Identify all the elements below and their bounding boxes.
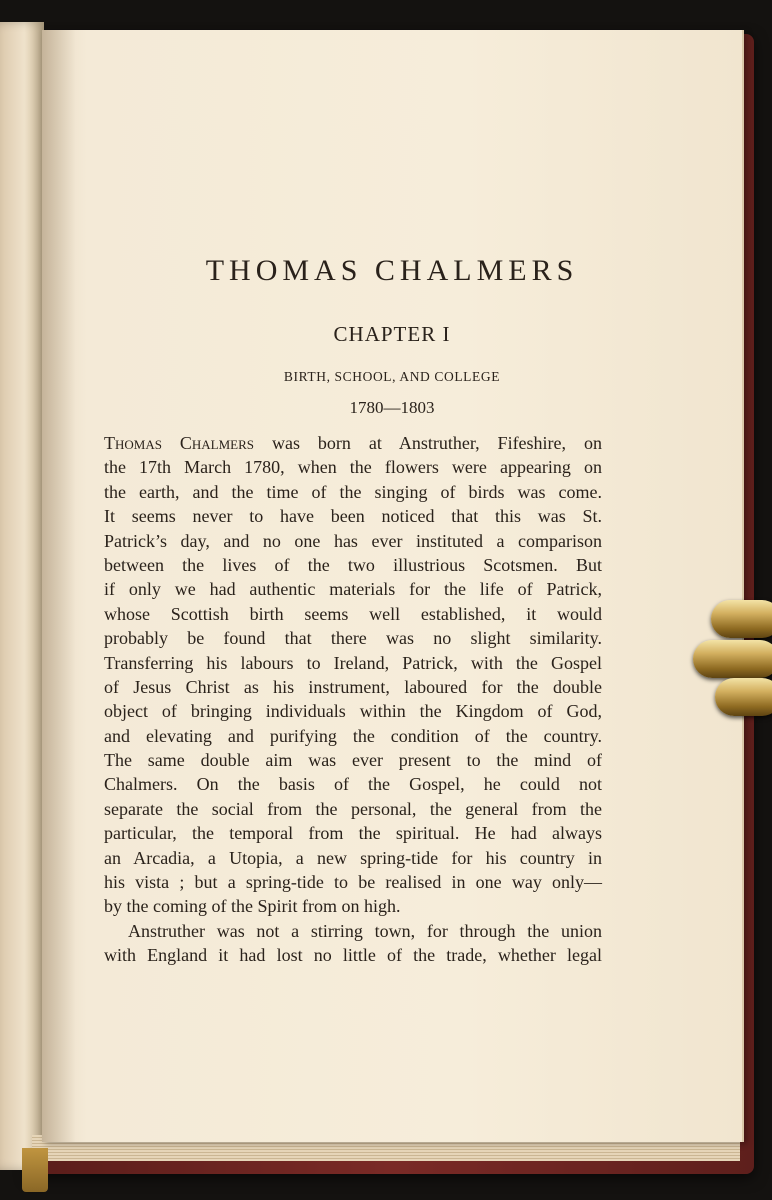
gilt-page-edge	[22, 1148, 48, 1192]
text-line: It seems never to have been noticed that this was St.	[104, 506, 602, 527]
book-title: THOMAS CHALMERS	[205, 254, 579, 287]
chapter-heading: CHAPTER I	[333, 322, 451, 346]
chapter-dates: 1780—1803	[349, 398, 435, 417]
text-line: by the coming of the Spirit from on high.	[104, 896, 401, 917]
left-page-edge	[0, 22, 44, 1170]
text-line: particular, the temporal from the spiritual. He had always	[104, 823, 602, 844]
text-line: if only we had authentic materials for the life of Patrick,	[104, 579, 602, 600]
text-line: Anstruther was not a stirring town, for through the union	[128, 920, 602, 941]
text-line: probably be found that there was no slight similarity.	[104, 628, 602, 649]
clasp-finger	[715, 678, 772, 716]
text-line: Chalmers. On the basis of the Gospel, he could not	[104, 774, 602, 795]
clasp-finger	[711, 600, 772, 638]
text-line: whose Scottish birth seems well established, it would	[104, 603, 602, 624]
text-line: Thomas Chalmers was born at Anstruther, Fifeshire, on	[104, 433, 602, 453]
text-line: the 17th March 1780, when the flowers were appearing on	[104, 457, 602, 478]
chapter-subtitle: BIRTH, SCHOOL, AND COLLEGE	[283, 369, 501, 384]
clasp-finger	[693, 640, 772, 678]
opening-words: Thomas Chalmers	[104, 433, 255, 453]
text-line: Transferring his labours to Ireland, Patrick, with the Gospel	[104, 652, 602, 673]
text-line: The same double aim was ever present to the mind of	[104, 750, 602, 771]
body-text	[104, 431, 602, 968]
brass-clasp	[693, 578, 772, 718]
text-line: and elevating and purifying the condition of the country.	[104, 725, 602, 746]
gutter-shadow	[42, 30, 76, 1142]
text-line: an Arcadia, a Utopia, a new spring-tide for his country in	[104, 847, 602, 868]
text-line: the earth, and the time of the singing of birds was come.	[104, 481, 602, 502]
text-line: Patrick’s day, and no one has ever instituted a comparison	[104, 530, 602, 551]
text-line: separate the social from the personal, the general from the	[104, 798, 602, 819]
text-line: his vista ; but a spring-tide to be realised in one way only—	[104, 872, 602, 893]
text-line: of Jesus Christ as his instrument, laboured for the double	[104, 676, 602, 697]
text-line: with England it had lost no little of the trade, whether legal	[104, 945, 602, 966]
text-line: between the lives of the two illustrious Scotsmen. But	[104, 554, 602, 575]
text-line: object of bringing individuals within the Kingdom of God,	[104, 701, 602, 722]
